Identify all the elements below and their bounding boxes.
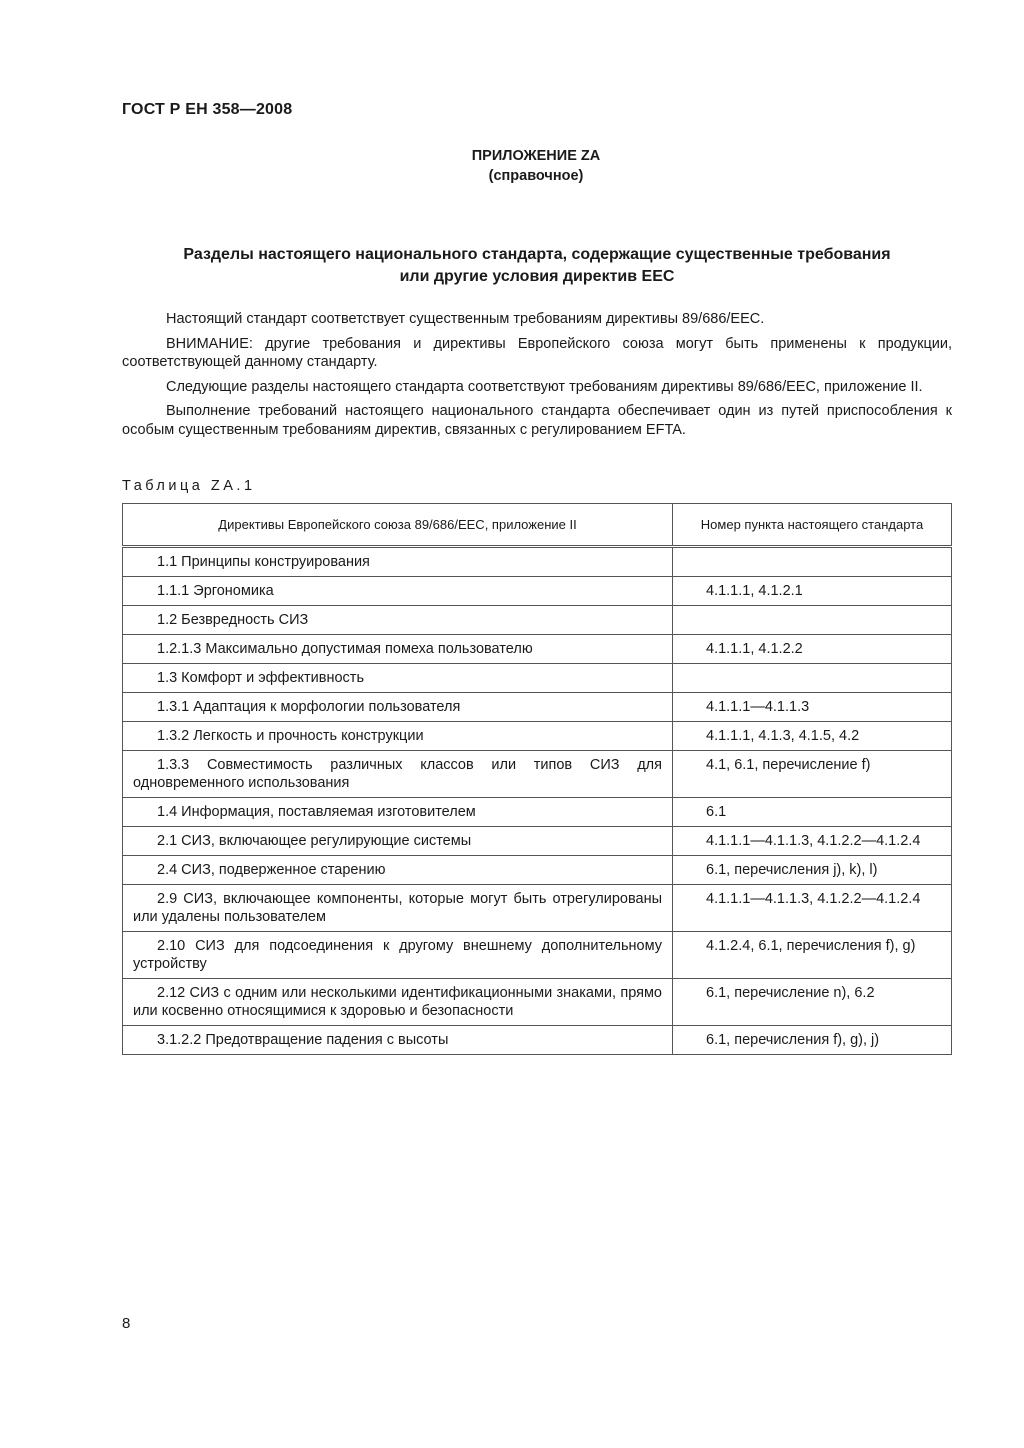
body-text [122,310,952,445]
paragraph: ВНИМАНИЕ: другие требования и директивы Европейского союза могут быть применены к продукции, соответствующей данному стандарту. [122,335,952,370]
directive-cell: 1.3.1 Адаптация к морфологии пользователя [123,693,673,722]
directive-cell: 3.1.2.2 Предотвращение падения с высоты [123,1026,673,1055]
annex-heading [0,146,1024,186]
annex-title: ПРИЛОЖЕНИЕ ZA [471,148,601,164]
annex-subtitle: (справочное) [488,168,584,184]
directives-table [122,503,952,1055]
table-row [123,577,952,606]
table-row [123,979,952,1026]
clause-cell: 6.1, перечисление n), 6.2 [673,979,952,1026]
table-row [123,885,952,932]
table-row [123,664,952,693]
section-title [122,244,952,288]
clause-cell: 4.1.1.1—4.1.1.3, 4.1.2.2—4.1.2.4 [673,827,952,856]
clause-cell: 6.1, перечисления j), k), l) [673,856,952,885]
clause-cell: 6.1, перечисления f), g), j) [673,1026,952,1055]
clause-cell [673,664,952,693]
table-row [123,751,952,798]
directive-cell: 2.1 СИЗ, включающее регулирующие системы [123,827,673,856]
table-row [123,798,952,827]
column-header-directives: Директивы Европейского союза 89/686/EEC, приложение II [123,504,673,547]
paragraph: Выполнение требований настоящего национального стандарта обеспечивает один из путей приспособления к особым существенным требованиям директив, связанных с регулированием EFTA. [122,403,952,438]
clause-cell [673,606,952,635]
clause-cell: 6.1 [673,798,952,827]
directive-cell: 1.2.1.3 Максимально допустимая помеха пользователю [123,635,673,664]
table-row [123,635,952,664]
clause-cell [673,547,952,577]
table-row [123,606,952,635]
clause-cell: 4.1.2.4, 6.1, перечисления f), g) [673,932,952,979]
column-header-clause: Номер пункта настоящего стандарта [673,504,952,547]
table-header-row [123,504,952,547]
directive-cell: 1.3 Комфорт и эффективность [123,664,673,693]
directive-cell: 1.4 Информация, поставляемая изготовителем [123,798,673,827]
clause-cell: 4.1.1.1—4.1.1.3, 4.1.2.2—4.1.2.4 [673,885,952,932]
paragraph: Настоящий стандарт соответствует существенным требованиям директивы 89/686/EEC. [166,311,765,327]
directive-cell: 2.4 СИЗ, подверженное старению [123,856,673,885]
table-row [123,827,952,856]
clause-cell: 4.1.1.1—4.1.1.3 [673,693,952,722]
directive-cell: 1.2 Безвредность СИЗ [123,606,673,635]
directive-cell: 1.1.1 Эргономика [123,577,673,606]
paragraph: Следующие разделы настоящего стандарта соответствуют требованиям директивы 89/686/EEC, приложение II. [166,378,923,395]
table-row [123,856,952,885]
page-number: 8 [122,1315,131,1332]
table-row [123,1026,952,1055]
table-row [123,693,952,722]
document-code: ГОСТ Р ЕН 358—2008 [122,101,293,118]
clause-cell: 4.1, 6.1, перечисление f) [673,751,952,798]
table-row [123,547,952,577]
directive-cell: 2.9 СИЗ, включающее компоненты, которые могут быть отрегулированы или удалены пользователем [123,885,673,932]
table-row [123,932,952,979]
directive-cell: 2.10 СИЗ для подсоединения к другому внешнему дополнительному устройству [123,932,673,979]
directive-cell: 1.3.2 Легкость и прочность конструкции [123,722,673,751]
section-title-line-1: Разделы настоящего национального стандарта, содержащие существенные требования [183,246,891,263]
section-title-line-2: или другие условия директив EEC [399,268,675,285]
clause-cell: 4.1.1.1, 4.1.3, 4.1.5, 4.2 [673,722,952,751]
table-caption: Таблица ZA.1 [122,478,256,494]
table-row [123,722,952,751]
directive-cell: 1.3.3 Совместимость различных классов или типов СИЗ для одновременного использования [123,751,673,798]
directive-cell: 1.1 Принципы конструирования [123,547,673,577]
directive-cell: 2.12 СИЗ с одним или несколькими идентификационными знаками, прямо или косвенно относящимися к здоровью и безопасности [123,979,673,1026]
clause-cell: 4.1.1.1, 4.1.2.1 [673,577,952,606]
clause-cell: 4.1.1.1, 4.1.2.2 [673,635,952,664]
